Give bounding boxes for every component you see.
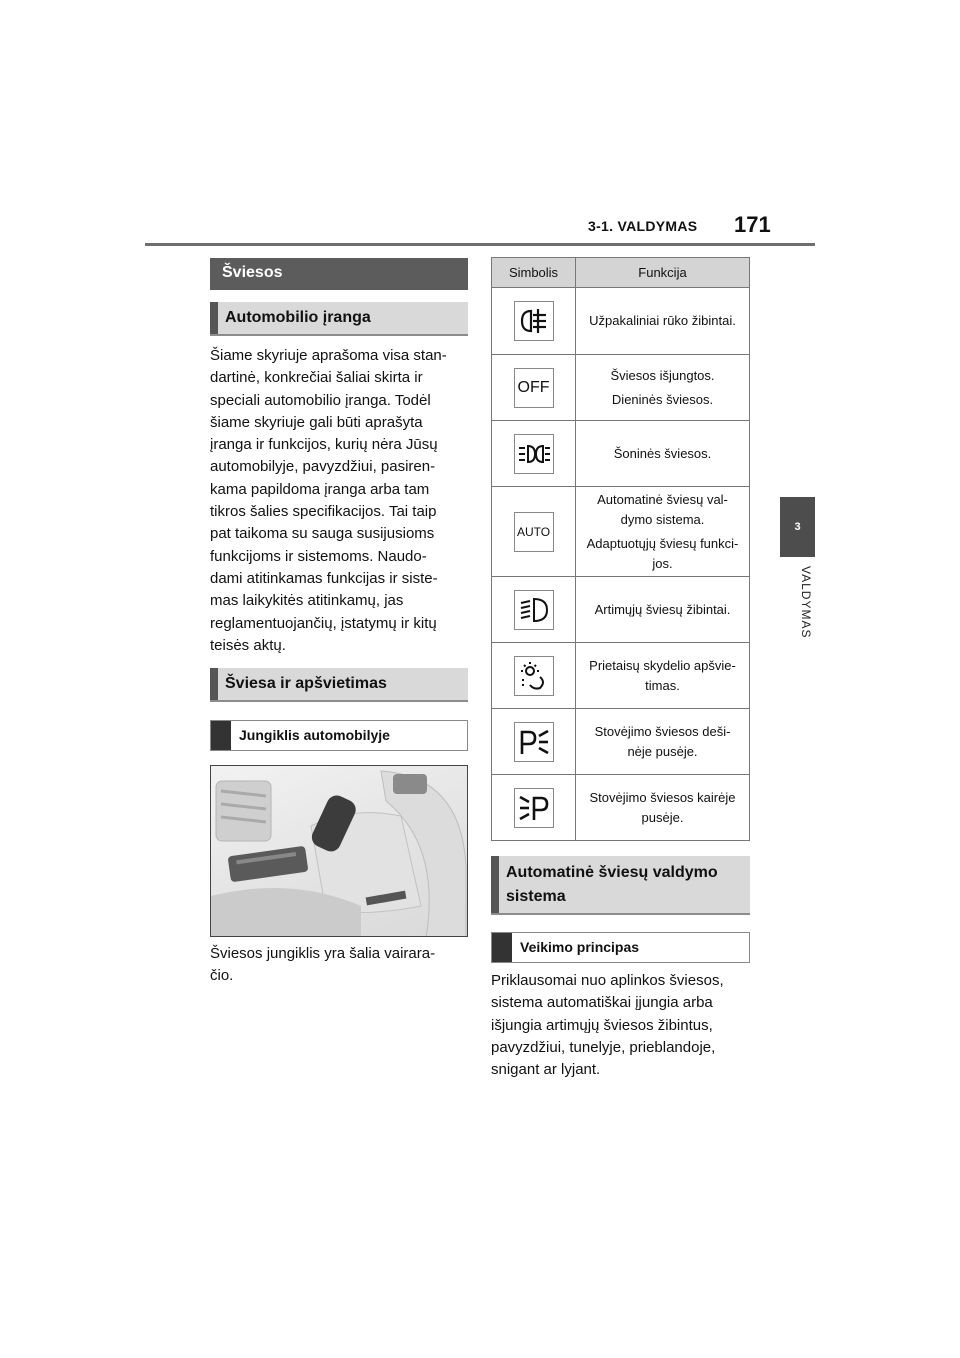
text-line: snigant ar lyjant. bbox=[491, 1061, 601, 1079]
table-row bbox=[492, 355, 750, 421]
text-line: funkcijoms ir sistemoms. Naudo- bbox=[210, 547, 427, 565]
table-row bbox=[492, 775, 750, 841]
low-beam-icon bbox=[514, 590, 554, 630]
auto-icon-text: AUTO bbox=[516, 524, 551, 539]
subheading-principle-text: Veikimo principas bbox=[520, 939, 640, 955]
function-text: Automatinė šviesų val- bbox=[597, 491, 728, 507]
principle-paragraph bbox=[491, 970, 761, 1081]
function-text: nėje pusėje. bbox=[627, 743, 698, 759]
section-title: 3-1. VALDYMAS bbox=[588, 218, 698, 234]
chapter-tab[interactable]: 3 bbox=[780, 497, 815, 557]
text-line: šiame skyriuje gali būti aprašyta bbox=[210, 413, 423, 431]
subheading-auto-lights-line1: Automatinė šviesų valdymo bbox=[506, 864, 718, 881]
text-line: pat taikoma su sauga susijusioms bbox=[210, 525, 435, 543]
function-cell bbox=[576, 577, 750, 643]
table-row bbox=[492, 487, 750, 577]
function-text: Artimųjų šviesų žibintai. bbox=[594, 601, 731, 617]
text-line: įranga ir funkcijos, kurių nėra Jūsų bbox=[210, 436, 438, 454]
subheading-auto-lights bbox=[491, 856, 750, 915]
parking-right-icon bbox=[514, 722, 554, 762]
function-text: Dieninės šviesos. bbox=[611, 391, 714, 407]
function-cell bbox=[576, 355, 750, 421]
subheading-equipment bbox=[210, 302, 468, 336]
intro-paragraph bbox=[210, 345, 475, 657]
subheading-auto-lights-line2: sistema bbox=[506, 888, 566, 905]
photo-caption bbox=[210, 943, 475, 988]
text-line: tikros šalies specifikacijos. Tai taip bbox=[210, 503, 437, 521]
rear-fog-light-icon bbox=[514, 301, 554, 341]
function-text: pusėje. bbox=[641, 809, 684, 825]
function-cell bbox=[576, 487, 750, 577]
text-line: reglamentuojančių, įstatymų ir kitų bbox=[210, 614, 437, 632]
chapter-label: VALDYMAS bbox=[799, 566, 813, 639]
symbol-table bbox=[491, 257, 750, 841]
function-cell bbox=[576, 775, 750, 841]
auto-icon bbox=[514, 512, 554, 552]
function-text: Užpakaliniai rūko žibintai. bbox=[589, 313, 736, 328]
function-text: Stovėjimo šviesos deši- bbox=[594, 723, 731, 739]
text-line: Šviesos jungiklis yra šalia vairara- bbox=[210, 945, 436, 962]
off-icon-text: OFF bbox=[517, 378, 550, 396]
table-row bbox=[492, 288, 750, 355]
text-line: mas laikykitės atitinkamų, jas bbox=[210, 592, 404, 610]
subheading-lighting-text: Šviesa ir apšvietimas bbox=[225, 675, 387, 692]
light-switch-photo bbox=[210, 765, 468, 937]
text-line: teisės aktų. bbox=[210, 636, 286, 654]
function-text: timas. bbox=[645, 677, 680, 693]
subheading-principle bbox=[491, 932, 750, 963]
parking-left-icon bbox=[514, 788, 554, 828]
text-line: pavyzdžiui, tunelyje, prieblandoje, bbox=[491, 1038, 716, 1056]
subheading-equipment-text: Automobilio įranga bbox=[225, 309, 371, 326]
table-row bbox=[492, 421, 750, 487]
function-text: jos. bbox=[652, 555, 673, 571]
text-line: Priklausomai nuo aplinkos šviesos, bbox=[491, 972, 724, 989]
function-text: Adaptuotųjų šviesų funkci- bbox=[586, 535, 739, 551]
text-line: kama papildoma įranga arba tam bbox=[210, 480, 430, 498]
subheading-lighting bbox=[210, 668, 468, 702]
function-text: Prietaisų skydelio apšvie- bbox=[589, 657, 736, 673]
text-line: dami atitinkamas funkcijas ir siste- bbox=[210, 569, 438, 587]
text-line: sistema automatiškai įjungia arba bbox=[491, 994, 713, 1012]
text-line: čio. bbox=[210, 967, 234, 985]
side-lights-icon bbox=[514, 434, 554, 474]
column-header-symbol: Simbolis bbox=[492, 258, 576, 288]
function-cell bbox=[576, 288, 750, 355]
subheading-switch bbox=[210, 720, 468, 751]
text-line: automobilyje, pavyzdžiui, pasiren- bbox=[210, 458, 436, 476]
function-text: Šoninės šviesos. bbox=[613, 445, 712, 461]
function-cell bbox=[576, 643, 750, 709]
text-line: išjungia artimųjų šviesos žibintus, bbox=[491, 1016, 713, 1034]
text-line: dartinė, konkrečiai šaliai skirta ir bbox=[210, 369, 423, 387]
header-rule bbox=[145, 243, 815, 246]
table-header-row bbox=[492, 258, 750, 288]
instrument-illumination-icon bbox=[514, 656, 554, 696]
function-cell bbox=[576, 709, 750, 775]
column-header-function: Funkcija bbox=[576, 258, 750, 288]
text-line: speciali automobilio įranga. Todėl bbox=[210, 391, 431, 409]
text-line: Šiame skyriuje aprašoma visa stan- bbox=[210, 347, 447, 364]
table-row bbox=[492, 709, 750, 775]
function-text: Stovėjimo šviesos kairėje bbox=[589, 789, 736, 805]
off-icon bbox=[514, 368, 554, 408]
function-text: dymo sistema. bbox=[620, 511, 705, 527]
table-row bbox=[492, 577, 750, 643]
table-row bbox=[492, 643, 750, 709]
section-heading: Šviesos bbox=[210, 258, 468, 290]
function-cell bbox=[576, 421, 750, 487]
function-text: Šviesos išjungtos. bbox=[610, 367, 715, 383]
page-number: 171 bbox=[734, 212, 771, 237]
subheading-switch-text: Jungiklis automobilyje bbox=[239, 727, 390, 743]
